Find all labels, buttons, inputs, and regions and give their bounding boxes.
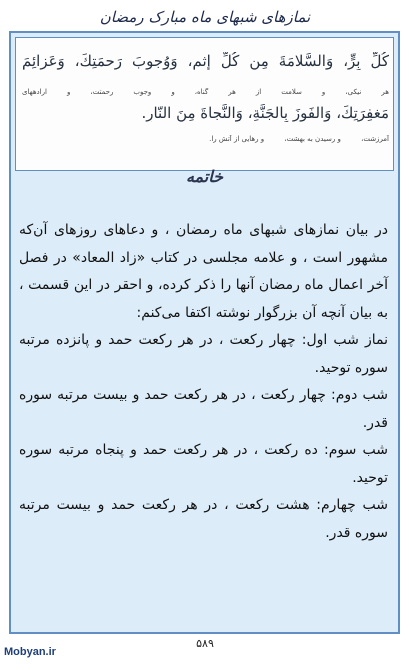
translation-word: آمرزشت، xyxy=(361,135,389,143)
dua-arabic-line-2: مَغفِرَتِكَ، وَالفَوزَ بِالجَنَّةِ، وَالنَّجاةَ مِنَ النّارِ. xyxy=(141,104,389,122)
dua-arabic-line-1: كُلِّ بِرٍّ، وَالسَّلامَةَ مِن كُلِّ إِثمٍ، وَوُجوبَ رَحمَتِكَ، وَعَزائِمَ xyxy=(22,52,389,70)
paragraph-night-3: شب سوم: ده رکعت ، در هر رکعت حمد و پنجاه مرتبه سوره توحید. xyxy=(19,442,388,486)
page-header-title: نمازهای شبهای ماه مبارک رمضان xyxy=(99,8,311,26)
translation-word: و سلامت xyxy=(281,88,326,96)
translation-word: و ارادههای xyxy=(22,88,71,96)
translation-word: هر نیکی، xyxy=(345,88,389,96)
dua-translation-line-2 xyxy=(22,135,389,143)
site-watermark: Mobyan.ir xyxy=(4,646,56,658)
translation-word: و رسیدن به بهشت، xyxy=(284,135,341,143)
paragraph-night-2: شب دوم: چهار رکعت ، در هر رکعت حمد و بیست مرتبه سوره قدر. xyxy=(19,387,388,431)
page-frame xyxy=(9,31,400,634)
section-heading: خاتمه xyxy=(185,167,224,186)
dua-panel xyxy=(15,37,394,171)
translation-word: و وجوب xyxy=(133,88,175,96)
translation-word: رحمتت، xyxy=(90,88,114,96)
page-number: ۵۸۹ xyxy=(196,637,214,650)
dua-translation-line-1 xyxy=(22,88,389,96)
body-text xyxy=(19,217,388,547)
paragraph-intro: در بیان نمازهای شبهای ماه رمضان ، و دعاهای روزهای آن‌که مشهور است ، و علامه مجلسی در کتاب «زاد المعاد» در فصل آخر اعمال ماه رمضان آنها را ذکر کرده، و احقر در این قسمت ، به بیان آنچه آن بزرگوار نوشته اکتفا می‌کنم: xyxy=(19,222,388,321)
paragraph-night-4: شب چهارم: هشت رکعت ، در هر رکعت حمد و بیست مرتبه سوره قدر. xyxy=(19,497,388,541)
paragraph-night-1: نماز شب اول: چهار رکعت ، در هر رکعت حمد و پانزده مرتبه سوره توحید. xyxy=(19,332,388,376)
translation-word: از هر گناه، xyxy=(194,88,262,96)
translation-word: و رهایی از آتش را. xyxy=(209,135,265,143)
